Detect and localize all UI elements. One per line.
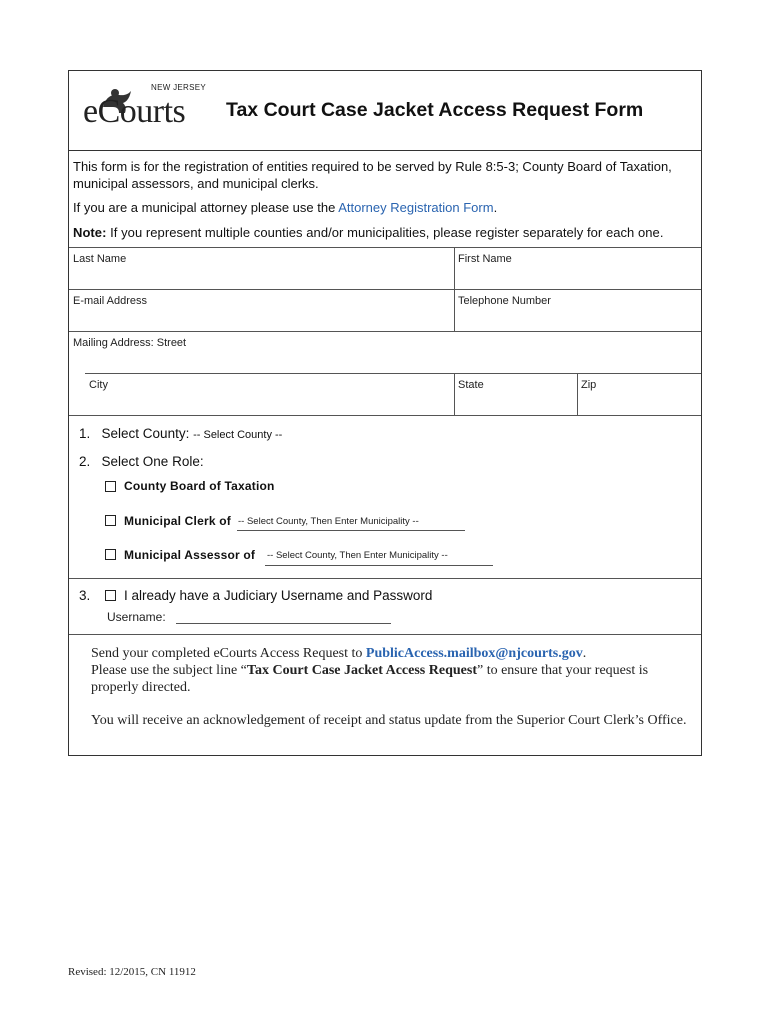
- email-field[interactable]: E-mail Address: [73, 295, 147, 307]
- grid-divider: [454, 373, 455, 415]
- intro-text: [73, 159, 699, 241]
- logo-wordmark: [83, 93, 185, 131]
- step-1-label: Select County:: [101, 426, 190, 441]
- acknowledgement-text: You will receive an acknowledgement of receipt and status update from the Superior Court Clerk’s Office.: [91, 713, 687, 728]
- city-field[interactable]: City: [89, 379, 108, 391]
- municipal-clerk-checkbox[interactable]: [105, 515, 116, 526]
- send-prefix: Send your completed eCourts Access Request to: [91, 646, 366, 661]
- logo-state-text: NEW JERSEY: [151, 83, 207, 92]
- access-request-form: [68, 70, 702, 756]
- grid-divider: [69, 578, 701, 579]
- page-title: Tax Court Case Jacket Access Request Form: [226, 99, 644, 121]
- grid-divider: [69, 247, 701, 248]
- revision-footer: Revised: 12/2015, CN 11912: [68, 966, 196, 978]
- step-1-number: 1.: [79, 426, 91, 441]
- form-header: [69, 71, 701, 151]
- logo-e: e: [83, 93, 98, 130]
- subject-text: Tax Court Case Jacket Access Request: [246, 663, 477, 678]
- grid-divider: [577, 373, 578, 415]
- intro-line: This form is for the registration of entities required to be served by Rule 8:5-3; County Board of Taxation, municipal assessors, and municipal clerks.: [73, 159, 672, 191]
- logo-courts: Courts: [97, 93, 186, 130]
- zip-field[interactable]: Zip: [581, 379, 597, 391]
- note-text: If you represent multiple counties and/or municipalities, please register separately for each one.: [106, 224, 664, 240]
- grid-divider: [85, 373, 701, 374]
- state-field[interactable]: State: [458, 379, 484, 391]
- attorney-prefix: If you are a municipal attorney please use the: [73, 200, 339, 215]
- send-suffix: .: [582, 646, 587, 661]
- municipal-assessor-checkbox[interactable]: [105, 549, 116, 560]
- grid-divider: [69, 634, 701, 635]
- username-input[interactable]: [176, 623, 391, 624]
- username-label: Username:: [107, 610, 166, 624]
- attorney-registration-link[interactable]: Attorney Registration Form: [338, 200, 494, 215]
- municipal-clerk-underline: [237, 530, 465, 531]
- attorney-line: [73, 200, 699, 217]
- grid-divider: [69, 415, 701, 416]
- step-2: [79, 454, 204, 469]
- send-instructions: [91, 645, 691, 729]
- grid-divider: [69, 331, 701, 332]
- subject-suffix: ” to ensure that your request is properly directed.: [91, 663, 649, 695]
- first-name-field[interactable]: First Name: [458, 253, 512, 265]
- street-field[interactable]: Mailing Address: Street: [73, 337, 187, 349]
- county-select[interactable]: -- Select County --: [193, 429, 283, 441]
- ecourts-logo: [83, 83, 223, 143]
- step-1: [79, 426, 282, 441]
- county-board-checkbox[interactable]: [105, 481, 116, 492]
- public-access-email-link[interactable]: PublicAccess.mailbox@njcourts.gov: [365, 646, 583, 661]
- send-line: [91, 645, 691, 662]
- last-name-field[interactable]: Last Name: [73, 253, 127, 265]
- step-2-number: 2.: [79, 454, 91, 469]
- existing-account-label: I already have a Judiciary Username and Password: [124, 588, 433, 603]
- municipal-assessor-underline: [265, 565, 493, 566]
- grid-divider: [454, 247, 455, 331]
- grid-divider: [69, 289, 701, 290]
- county-board-label: County Board of Taxation: [124, 479, 275, 493]
- municipal-clerk-label: Municipal Clerk of: [124, 514, 231, 528]
- note-label: Note:: [73, 224, 107, 240]
- attorney-suffix: .: [493, 200, 498, 215]
- subject-prefix: Please use the subject line “: [91, 663, 247, 678]
- step-2-label: Select One Role:: [101, 454, 204, 469]
- municipal-assessor-label: Municipal Assessor of: [124, 548, 256, 562]
- step-3-number: 3.: [79, 588, 91, 603]
- municipal-clerk-select[interactable]: -- Select County, Then Enter Municipality --: [238, 516, 419, 527]
- telephone-field[interactable]: Telephone Number: [458, 295, 551, 307]
- subject-line: [91, 662, 691, 696]
- municipal-assessor-select[interactable]: -- Select County, Then Enter Municipality --: [267, 550, 448, 561]
- existing-account-checkbox[interactable]: [105, 590, 116, 601]
- note-line: [73, 225, 699, 242]
